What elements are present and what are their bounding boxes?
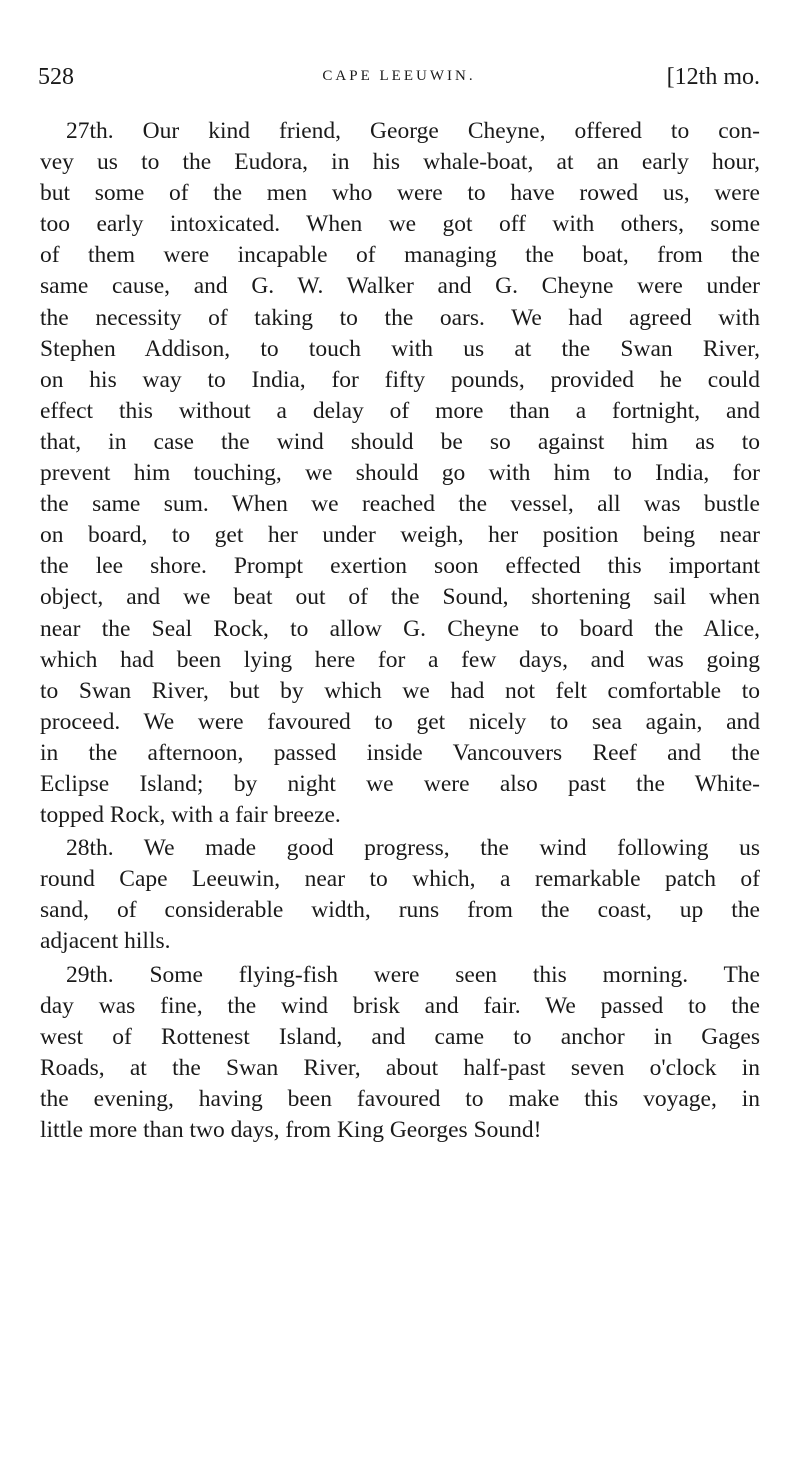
- text-line: which had been lying here for a few days, and was going: [40, 646, 760, 673]
- text-line: Roads, at the Swan River, about half-past seven o'clock in: [40, 1054, 760, 1081]
- running-title: CAPE LEEUWIN.: [322, 68, 476, 84]
- text-line: round Cape Leeuwin, near to which, a remarkable patch of: [40, 866, 760, 893]
- text-line: 29th. Some flying-fish were seen this morning. The: [66, 961, 760, 988]
- text-line: 27th. Our kind friend, George Cheyne, offered to con-: [66, 118, 760, 144]
- body-text: [40, 116, 760, 1148]
- text-line: the lee shore. Prompt exertion soon effected this important: [40, 553, 760, 580]
- text-line: to Swan River, but by which we had not felt comfortable to: [40, 677, 760, 704]
- text-line: that, in case the wind should be so against him as to: [40, 428, 760, 455]
- text-line: of them were incapable of managing the boat, from the: [40, 242, 760, 269]
- text-line: in the afternoon, passed inside Vancouvers Reef and the: [40, 739, 760, 766]
- text-line: the necessity of taking to the oars. We had agreed with: [40, 304, 760, 331]
- paragraph: [40, 833, 760, 957]
- page-number: 528: [38, 64, 74, 90]
- text-line: day was fine, the wind brisk and fair. We passed to the: [40, 992, 760, 1019]
- text-line: but some of the men who were to have rowed us, were: [40, 180, 760, 207]
- text-line: near the Seal Rock, to allow G. Cheyne to board the Alice,: [40, 615, 760, 642]
- text-line: little more than two days, from King Georges Sound!: [40, 1117, 542, 1143]
- text-line: too early intoxicated. When we got off with others, some: [40, 211, 760, 238]
- text-line: the same sum. When we reached the vessel, all was bustle: [40, 491, 760, 518]
- text-line: effect this without a delay of more than a fortnight, and: [40, 397, 760, 424]
- month-marker: [12th mo.: [666, 64, 760, 90]
- text-line: Eclipse Island; by night we were also past the White-: [40, 770, 760, 797]
- text-line: object, and we beat out of the Sound, shortening sail when: [40, 584, 760, 611]
- text-line: vey us to the Eudora, in his whale-boat, at an early hour,: [40, 149, 760, 176]
- text-line: prevent him touching, we should go with him to India, for: [40, 460, 760, 487]
- text-line: adjacent hills.: [40, 928, 171, 955]
- text-line: on board, to get her under weigh, her position being near: [40, 522, 760, 549]
- text-line: sand, of considerable width, runs from the coast, up the: [40, 897, 760, 924]
- text-line: 28th. We made good progress, the wind following us: [66, 835, 760, 862]
- text-line: Stephen Addison, to touch with us at the Swan River,: [40, 335, 760, 362]
- text-line: same cause, and G. W. Walker and G. Cheyne were under: [40, 273, 760, 300]
- paragraph: [40, 116, 760, 831]
- text-line: the evening, having been favoured to make this voyage, in: [40, 1085, 760, 1112]
- text-line: proceed. We were favoured to get nicely to sea again, and: [40, 708, 760, 735]
- text-line: topped Rock, with a fair breeze.: [40, 802, 341, 829]
- paragraph: [40, 960, 760, 1147]
- text-line: on his way to India, for fifty pounds, provided he could: [40, 366, 760, 393]
- page-header: [38, 64, 760, 100]
- text-line: west of Rottenest Island, and came to anchor in Gages: [40, 1023, 760, 1050]
